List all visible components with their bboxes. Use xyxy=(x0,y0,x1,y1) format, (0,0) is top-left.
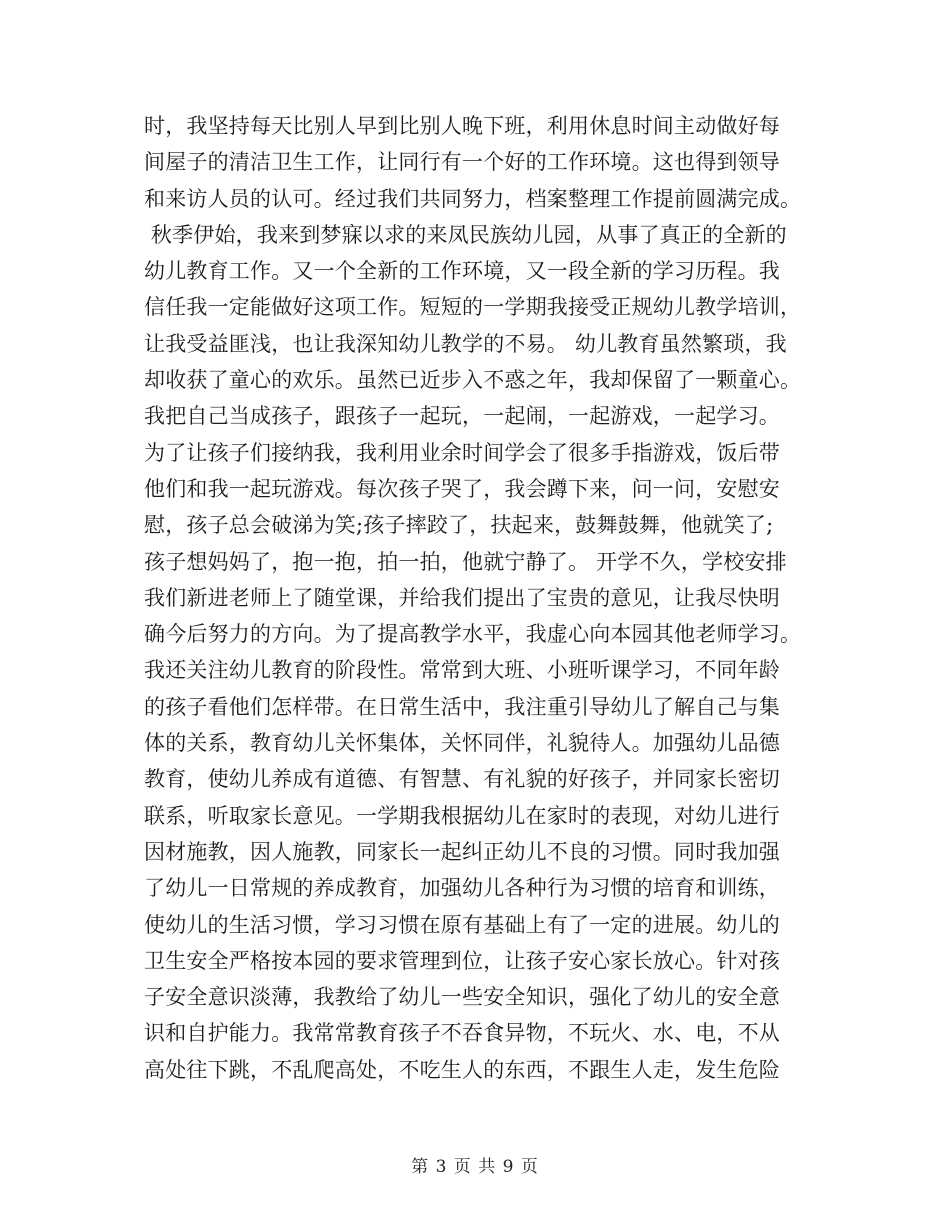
text-line: 时，我坚持每天比别人早到比别人晚下班，利用休息时间主动做好每 xyxy=(144,114,780,138)
text-line: 秋季伊始，我来到梦寐以求的来凤民族幼儿园，从事了真正的全新的 xyxy=(144,222,787,247)
text-line: 幼儿教育工作。又一个全新的工作环境，又一段全新的学习历程。我 xyxy=(144,259,780,284)
text-line: 信任我一定能做好这项工作。短短的一学期我接受正规幼儿教学培训， xyxy=(144,295,802,320)
text-line: 他们和我一起玩游戏。每次孩子哭了，我会蹲下来，问一问，安慰安 xyxy=(144,476,780,501)
text-line: 卫生安全严格按本园的要求管理到位，让孩子安心家长放心。针对孩 xyxy=(144,948,780,973)
text-line: 和来访人员的认可。经过我们共同努力，档案整理工作提前圆满完成。 xyxy=(144,186,802,211)
text-line: 了幼儿一日常规的养成教育，加强幼儿各种行为习惯的培育和训练， xyxy=(144,876,780,901)
text-line: 慰，孩子总会破涕为笑;孩子摔跤了，扶起来，鼓舞鼓舞，他就笑了; xyxy=(144,513,774,538)
text-line: 的孩子看他们怎样带。在日常生活中，我注重引导幼儿了解自己与集 xyxy=(144,694,780,719)
text-line: 让我受益匪浅，也让我深知幼儿教学的不易。 幼儿教育虽然繁琐，我 xyxy=(144,331,787,356)
text-line: 却收获了童心的欢乐。虽然已近步入不惑之年，我却保留了一颗童心。 xyxy=(144,368,802,393)
text-line: 体的关系，教育幼儿关怀集体，关怀同伴，礼貌待人。加强幼儿品德 xyxy=(144,731,780,756)
text-line: 子安全意识淡薄，我教给了幼儿一些安全知识，强化了幼儿的安全意 xyxy=(144,985,780,1010)
body-text xyxy=(144,108,814,1088)
text-line: 高处往下跳，不乱爬高处，不吃生人的东西，不跟生人走，发生危险 xyxy=(144,1057,780,1082)
text-line: 我把自己当成孩子，跟孩子一起玩，一起闹，一起游戏，一起学习。 xyxy=(144,404,780,429)
text-line: 我们新进老师上了随堂课，并给我们提出了宝贵的意见，让我尽快明 xyxy=(144,585,780,610)
text-line: 我还关注幼儿教育的阶段性。常常到大班、小班听课学习，不同年龄 xyxy=(144,658,780,683)
text-line: 间屋子的清洁卫生工作，让同行有一个好的工作环境。这也得到领导 xyxy=(144,150,780,175)
text-line: 确今后努力的方向。为了提高教学水平，我虚心向本园其他老师学习。 xyxy=(144,622,802,647)
text-line: 识和自护能力。我常常教育孩子不吞食异物，不玩火、水、电，不从 xyxy=(144,1021,780,1046)
text-line: 使幼儿的生活习惯，学习习惯在原有基础上有了一定的进展。幼儿的 xyxy=(144,912,780,937)
text-line: 为了让孩子们接纳我，我利用业余时间学会了很多手指游戏，饭后带 xyxy=(144,440,780,465)
text-line: 孩子想妈妈了，抱一抱，拍一拍，他就宁静了。 开学不久，学校安排 xyxy=(144,549,787,574)
text-line: 因材施教，因人施教，同家长一起纠正幼儿不良的习惯。同时我加强 xyxy=(144,839,780,864)
page-footer: 第 3 页 共 9 页 xyxy=(411,1157,539,1177)
text-line: 联系，听取家长意见。一学期我根据幼儿在家时的表现，对幼儿进行 xyxy=(144,803,780,828)
text-line: 教育，使幼儿养成有道德、有智慧、有礼貌的好孩子，并同家长密切 xyxy=(144,767,780,792)
